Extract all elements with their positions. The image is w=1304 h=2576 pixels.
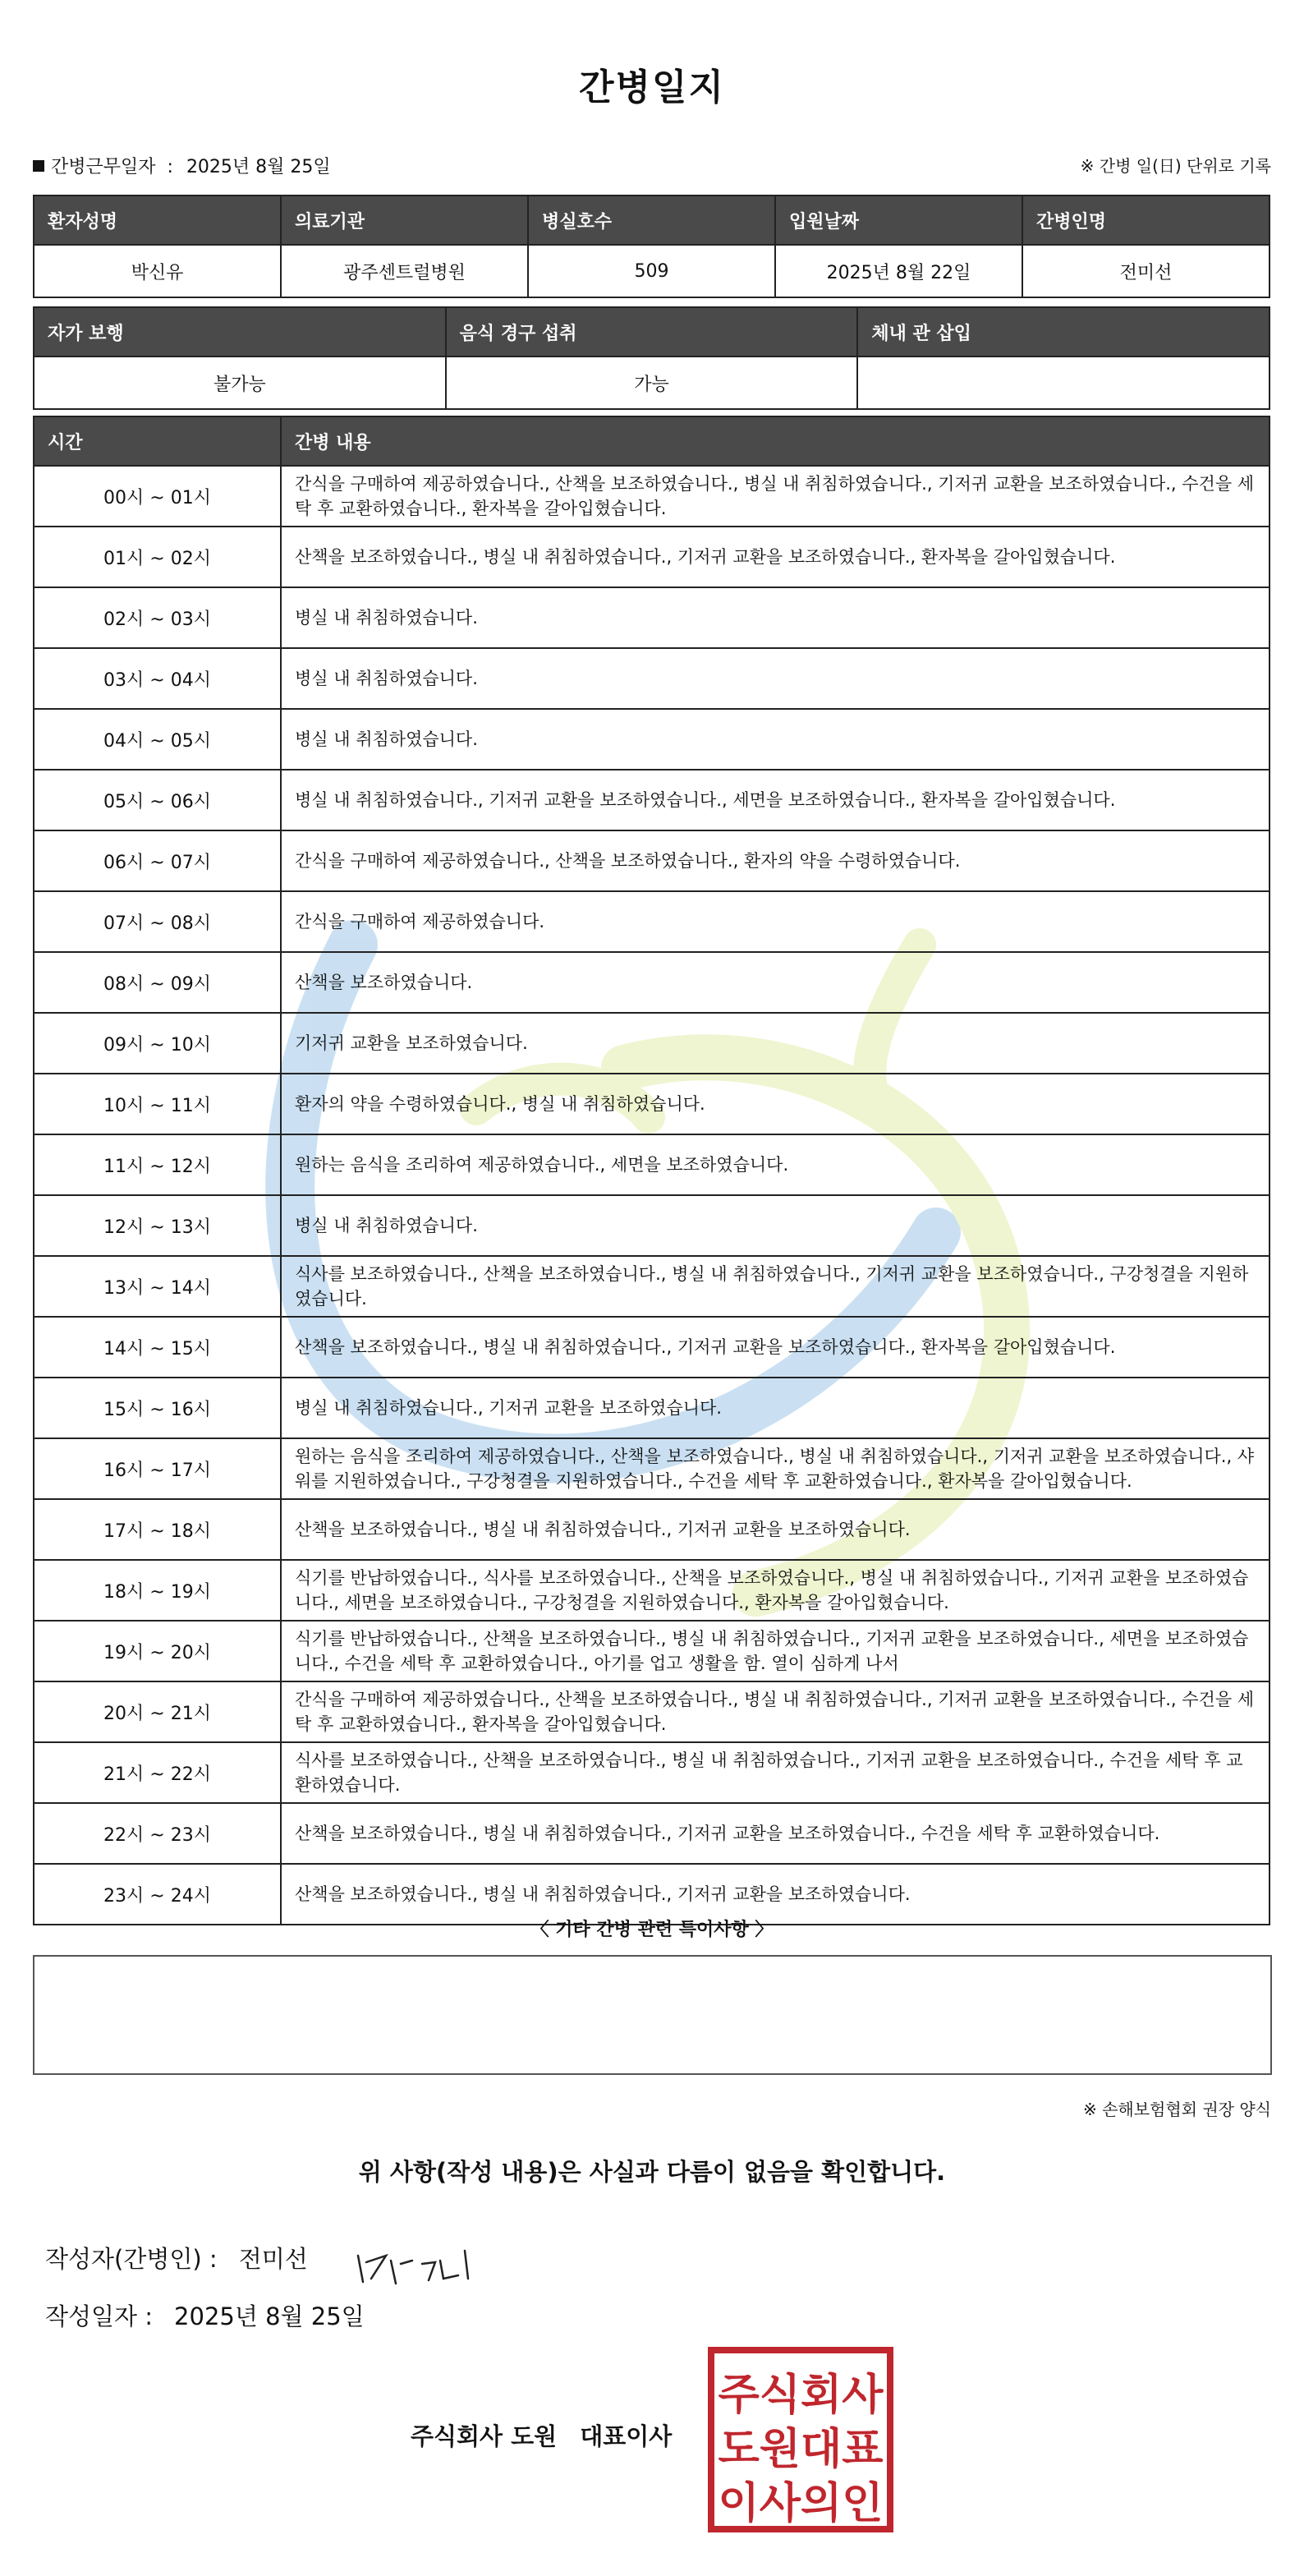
header-self-walking: 자가 보행 <box>34 307 446 356</box>
work-date-separator: : <box>167 157 173 177</box>
care-log-content: 식사를 보조하였습니다., 산책을 보조하였습니다., 병실 내 취침하였습니다., 기저귀 교환을 보조하였습니다., 구강청결을 지원하였습니다. <box>281 1256 1270 1317</box>
care-log-time: 13시 ~ 14시 <box>34 1256 281 1317</box>
status-value-row <box>34 356 1270 409</box>
care-log-row <box>34 891 1270 952</box>
write-date-line <box>45 2298 365 2332</box>
handwritten-signature-icon <box>343 2231 491 2297</box>
care-log-time: 15시 ~ 16시 <box>34 1378 281 1438</box>
work-date-value: 2025년 8월 25일 <box>186 157 331 177</box>
care-log-time: 17시 ~ 18시 <box>34 1499 281 1560</box>
seal-text-line-3: 이사의인 <box>718 2479 884 2528</box>
write-date-label: 작성일자 : <box>45 2302 154 2330</box>
care-log-content: 환자의 약을 수령하였습니다., 병실 내 취침하였습니다. <box>281 1074 1270 1134</box>
patient-info-value-row <box>34 245 1270 297</box>
work-date-label: 간병근무일자 <box>51 157 156 177</box>
oral-intake-value: 가능 <box>446 356 858 409</box>
care-log-time: 16시 ~ 17시 <box>34 1438 281 1499</box>
writer-name: 전미선 <box>238 2245 308 2273</box>
care-log-content: 산책을 보조하였습니다., 병실 내 취침하였습니다., 기저귀 교환을 보조하였습니다. <box>281 1499 1270 1560</box>
status-header-row <box>34 307 1270 356</box>
unit-note: ※ 간병 일(日) 단위로 기록 <box>1080 156 1271 176</box>
header-oral-intake: 음식 경구 섭취 <box>446 307 858 356</box>
care-log-row <box>34 466 1270 527</box>
care-log-row <box>34 1438 1270 1499</box>
patient-status-table <box>33 306 1270 410</box>
header-tube-insertion: 체내 관 삽입 <box>857 307 1270 356</box>
seal-text-line-1: 주식회사 <box>718 2371 884 2420</box>
seal-text-line-2: 도원대표 <box>718 2425 884 2474</box>
care-log-time: 12시 ~ 13시 <box>34 1195 281 1256</box>
care-log-time: 19시 ~ 20시 <box>34 1621 281 1681</box>
care-log-row <box>34 830 1270 891</box>
header-patient-name: 환자성명 <box>34 196 281 245</box>
care-log-content: 식사를 보조하였습니다., 산책을 보조하였습니다., 병실 내 취침하였습니다., 기저귀 교환을 보조하였습니다., 수건을 세탁 후 교환하였습니다. <box>281 1742 1270 1803</box>
care-log-content: 병실 내 취침하였습니다., 기저귀 교환을 보조하였습니다., 세면을 보조하였습니다., 환자복을 갈아입혔습니다. <box>281 770 1270 830</box>
care-log-row <box>34 1742 1270 1803</box>
care-log-time: 20시 ~ 21시 <box>34 1681 281 1742</box>
room-number-value: 509 <box>528 245 775 297</box>
special-notes-box <box>33 1955 1272 2075</box>
care-log-row <box>34 1074 1270 1134</box>
company-seal-stamp-icon <box>706 2345 895 2534</box>
work-date-line <box>33 153 331 178</box>
care-log-content: 간식을 구매하여 제공하였습니다. <box>281 891 1270 952</box>
caregiver-name-value: 전미선 <box>1022 245 1270 297</box>
care-log-content: 간식을 구매하여 제공하였습니다., 산책을 보조하였습니다., 병실 내 취침하였습니다., 기저귀 교환을 보조하였습니다., 수건을 세탁 후 교환하였습니다., 환자복을 갈아입혔습니다. <box>281 1681 1270 1742</box>
care-log-content: 산책을 보조하였습니다., 병실 내 취침하였습니다., 기저귀 교환을 보조하였습니다., 수건을 세탁 후 교환하였습니다. <box>281 1803 1270 1864</box>
header-room-number: 병실호수 <box>528 196 775 245</box>
care-log-row <box>34 1681 1270 1742</box>
write-date-value: 2025년 8월 25일 <box>174 2302 365 2330</box>
care-log-time: 18시 ~ 19시 <box>34 1560 281 1621</box>
header-admission-date: 입원날짜 <box>775 196 1022 245</box>
ceo-label: 대표이사 <box>580 2422 673 2450</box>
patient-info-table <box>33 195 1270 298</box>
company-signature-line <box>411 2418 672 2452</box>
care-log-time: 01시 ~ 02시 <box>34 527 281 587</box>
care-log-time: 06시 ~ 07시 <box>34 830 281 891</box>
care-log-content: 산책을 보조하였습니다., 병실 내 취침하였습니다., 기저귀 교환을 보조하였습니다. <box>281 1864 1270 1925</box>
care-log-row <box>34 1013 1270 1074</box>
header-time: 시간 <box>34 416 281 466</box>
care-log-time: 21시 ~ 22시 <box>34 1742 281 1803</box>
care-log-row <box>34 709 1270 770</box>
hospital-value: 광주센트럴병원 <box>281 245 528 297</box>
care-log-content: 식기를 반납하였습니다., 산책을 보조하였습니다., 병실 내 취침하였습니다., 기저귀 교환을 보조하였습니다., 세면을 보조하였습니다., 수건을 세탁 후 교환하였습니다., 아기를 업고 생활을 함. 열이 심하게 나서 <box>281 1621 1270 1681</box>
care-log-content: 식기를 반납하였습니다., 식사를 보조하였습니다., 산책을 보조하였습니다., 병실 내 취침하였습니다., 기저귀 교환을 보조하였습니다., 세면을 보조하였습니다., 구강청결을 지원하였습니다., 환자복을 갈아입혔습니다. <box>281 1560 1270 1621</box>
care-log-row <box>34 1317 1270 1378</box>
care-log-time: 08시 ~ 09시 <box>34 952 281 1013</box>
care-log-time: 05시 ~ 06시 <box>34 770 281 830</box>
care-log-row <box>34 1256 1270 1317</box>
company-name: 주식회사 도원 <box>411 2422 558 2450</box>
care-log-row <box>34 1803 1270 1864</box>
self-walking-value: 불가능 <box>34 356 446 409</box>
care-log-time: 03시 ~ 04시 <box>34 648 281 709</box>
care-log-time: 14시 ~ 15시 <box>34 1317 281 1378</box>
care-log-time: 00시 ~ 01시 <box>34 466 281 527</box>
header-caregiver-name: 간병인명 <box>1022 196 1270 245</box>
care-log-time: 04시 ~ 05시 <box>34 709 281 770</box>
care-log-row <box>34 527 1270 587</box>
tube-insertion-value <box>857 356 1270 409</box>
care-log-row <box>34 1134 1270 1195</box>
special-notes-title: 〈 기타 간병 관련 특이사항 〉 <box>530 1920 774 1940</box>
care-log-row <box>34 1499 1270 1560</box>
care-log-content: 간식을 구매하여 제공하였습니다., 산책을 보조하였습니다., 환자의 약을 수령하였습니다. <box>281 830 1270 891</box>
writer-label: 작성자(간병인) : <box>45 2245 218 2273</box>
care-log-content: 산책을 보조하였습니다. <box>281 952 1270 1013</box>
admission-date-value: 2025년 8월 22일 <box>775 245 1022 297</box>
confirmation-statement: 위 사항(작성 내용)은 사실과 다름이 없음을 확인합니다. <box>358 2158 946 2186</box>
care-log-time: 09시 ~ 10시 <box>34 1013 281 1074</box>
bullet-square-icon <box>33 160 44 172</box>
care-log-content: 산책을 보조하였습니다., 병실 내 취침하였습니다., 기저귀 교환을 보조하였습니다., 환자복을 갈아입혔습니다. <box>281 527 1270 587</box>
header-care-content: 간병 내용 <box>281 416 1270 466</box>
care-log-time: 22시 ~ 23시 <box>34 1803 281 1864</box>
care-log-time: 10시 ~ 11시 <box>34 1074 281 1134</box>
care-log-row <box>34 1621 1270 1681</box>
care-log-row <box>34 770 1270 830</box>
care-log-row <box>34 1378 1270 1438</box>
care-log-content: 간식을 구매하여 제공하였습니다., 산책을 보조하였습니다., 병실 내 취침하였습니다., 기저귀 교환을 보조하였습니다., 수건을 세탁 후 교환하였습니다., 환자복을 갈아입혔습니다. <box>281 466 1270 527</box>
patient-name-value: 박신유 <box>34 245 281 297</box>
care-log-content: 병실 내 취침하였습니다. <box>281 648 1270 709</box>
care-log-row <box>34 1195 1270 1256</box>
care-log-time: 02시 ~ 03시 <box>34 587 281 648</box>
care-log-content: 원하는 음식을 조리하여 제공하였습니다., 세면을 보조하였습니다. <box>281 1134 1270 1195</box>
care-log-row <box>34 952 1270 1013</box>
header-hospital: 의료기관 <box>281 196 528 245</box>
care-log-content: 산책을 보조하였습니다., 병실 내 취침하였습니다., 기저귀 교환을 보조하였습니다., 환자복을 갈아입혔습니다. <box>281 1317 1270 1378</box>
document-title: 간병일지 <box>578 67 725 108</box>
care-log-time: 07시 ~ 08시 <box>34 891 281 952</box>
recommended-form-note: ※ 손해보험협회 권장 양식 <box>1082 2100 1271 2119</box>
care-log-row <box>34 1560 1270 1621</box>
care-log-table <box>33 416 1270 1925</box>
care-log-content: 병실 내 취침하였습니다. <box>281 587 1270 648</box>
care-log-header-row <box>34 416 1270 466</box>
care-log-content: 기저귀 교환을 보조하였습니다. <box>281 1013 1270 1074</box>
care-log-content: 병실 내 취침하였습니다., 기저귀 교환을 보조하였습니다. <box>281 1378 1270 1438</box>
patient-info-header-row <box>34 196 1270 245</box>
care-log-time: 11시 ~ 12시 <box>34 1134 281 1195</box>
care-log-row <box>34 587 1270 648</box>
writer-line <box>45 2241 308 2275</box>
care-log-row <box>34 648 1270 709</box>
care-log-content: 병실 내 취침하였습니다. <box>281 1195 1270 1256</box>
care-log-time: 23시 ~ 24시 <box>34 1864 281 1925</box>
care-log-content: 병실 내 취침하였습니다. <box>281 709 1270 770</box>
care-log-content: 원하는 음식을 조리하여 제공하였습니다., 산책을 보조하였습니다., 병실 내 취침하였습니다., 기저귀 교환을 보조하였습니다., 샤워를 지원하였습니다., 구강청결을 지원하였습니다., 수건을 세탁 후 교환하였습니다., 환자복을 갈아입혔습니다. <box>281 1438 1270 1499</box>
